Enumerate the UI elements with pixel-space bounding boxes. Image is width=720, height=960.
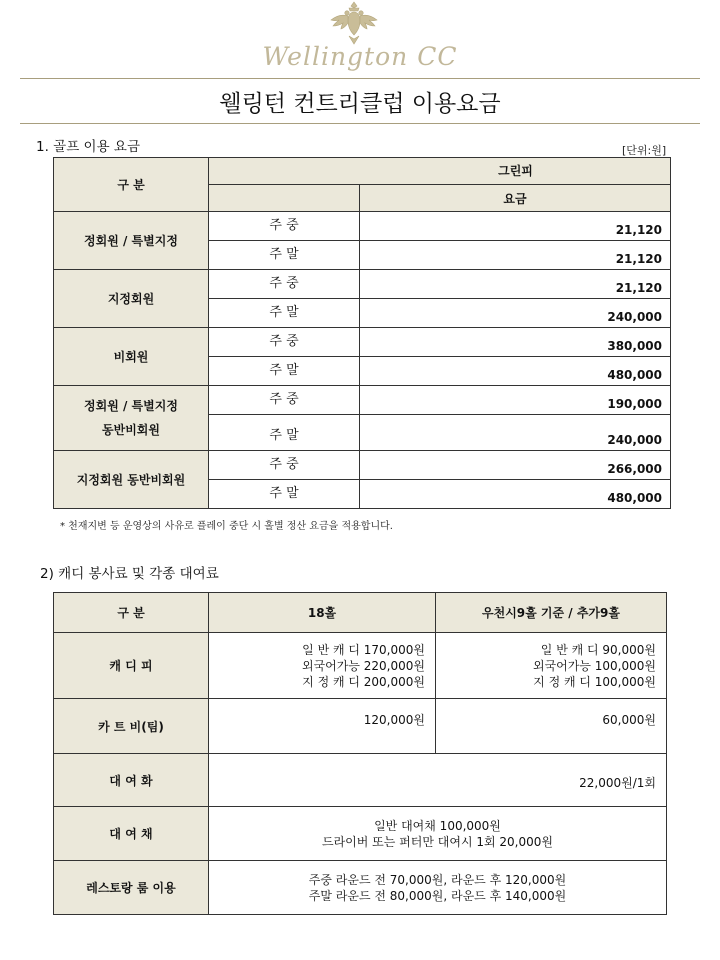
table-row [54,754,667,807]
member-type-label [54,386,209,451]
caddie-18-foreign: 외국어가능 220,000원 [302,658,425,673]
fee-value: 21,120 [360,212,671,241]
rental-clubs-label: 대 여 채 [54,807,209,861]
cart-fee-18: 120,000원 [209,699,436,754]
unit-label: [단위:원] [622,144,667,157]
fee-value: 480,000 [360,357,671,386]
table-row [54,699,667,754]
fee-value: 240,000 [360,415,671,451]
day-label: 주 말 [209,415,360,451]
header-category: 구 분 [54,158,209,212]
caddie-9-general: 일 반 캐 디 90,000원 [540,642,656,657]
section1-heading: 1. 골프 이용 요금 [36,139,140,155]
day-label: 주 중 [209,212,360,241]
caddie-18-general: 일 반 캐 디 170,000원 [302,642,425,657]
member-type-label: 비회원 [54,328,209,386]
table-row [54,861,667,915]
caddie-18-designated: 지 정 캐 디 200,000원 [302,674,425,689]
caddie-fee-9 [436,633,667,699]
page-title: 웰링턴 컨트리클럽 이용요금 [219,91,501,117]
logo-wordmark: Wellington CC [262,42,458,71]
day-label: 주 중 [209,270,360,299]
caddie-fee-18 [209,633,436,699]
member-type-line2: 동반비회원 [102,423,160,437]
table-row [54,386,671,415]
restaurant-line1: 주중 라운드 전 70,000원, 라운드 후 120,000원 [308,872,567,887]
fee-value: 240,000 [360,299,671,328]
table-row [54,633,667,699]
table-row [54,212,671,241]
day-label: 주 중 [209,451,360,480]
header-greenfee: 그린피 [498,164,533,178]
rental-shoes-label: 대 여 화 [54,754,209,807]
rental-clubs-line2: 드라이버 또는 퍼터만 대여시 1회 20,000원 [322,834,553,849]
caddie-rental-table [53,592,667,915]
cart-fee-9: 60,000원 [436,699,667,754]
table-row [54,270,671,299]
table-row [54,807,667,861]
restaurant-room-label: 레스토랑 룸 이용 [54,861,209,915]
day-label: 주 중 [209,328,360,357]
day-label: 주 말 [209,299,360,328]
header-fee: 요금 [360,185,671,212]
day-label: 주 말 [209,480,360,509]
fee-value: 380,000 [360,328,671,357]
caddie-fee-label: 캐 디 피 [54,633,209,699]
header-category: 구 분 [54,593,209,633]
fee-value: 190,000 [360,386,671,415]
fee-value: 266,000 [360,451,671,480]
cart-fee-label: 카 트 비(팀) [54,699,209,754]
table-row [54,451,671,480]
restaurant-room-value [209,861,667,915]
eagle-crest-icon [327,0,381,48]
club-logo [0,0,720,76]
table-row [54,328,671,357]
caddie-9-designated: 지 정 캐 디 100,000원 [533,674,656,689]
member-type-label: 정회원 / 특별지정 [54,212,209,270]
header-empty-2 [209,185,360,212]
day-label: 주 중 [209,386,360,415]
member-type-label: 지정회원 [54,270,209,328]
footnote: * 천재지변 등 운영상의 사유로 플레이 중단 시 홀별 정산 요금을 적용합니다. [60,521,393,532]
golf-fee-table [53,157,671,509]
rental-shoes-value: 22,000원/1회 [209,754,667,807]
fee-value: 480,000 [360,480,671,509]
section2-heading: 2) 캐디 봉사료 및 각종 대여료 [40,566,219,582]
member-type-line1: 정회원 / 특별지정 [84,399,178,413]
header-bottom-rule [20,123,700,124]
member-type-label: 지정회원 동반비회원 [54,451,209,509]
caddie-9-foreign: 외국어가능 100,000원 [533,658,656,673]
rental-clubs-value [209,807,667,861]
day-label: 주 말 [209,241,360,270]
restaurant-line2: 주말 라운드 전 80,000원, 라운드 후 140,000원 [308,888,567,903]
fee-value: 21,120 [360,270,671,299]
rental-clubs-line1: 일반 대여채 100,000원 [374,818,501,833]
header-18-holes: 18홀 [209,593,436,633]
header-top-rule [20,78,700,79]
header-9-holes: 우천시9홀 기준 / 추가9홀 [436,593,667,633]
day-label: 주 말 [209,357,360,386]
fee-value: 21,120 [360,241,671,270]
